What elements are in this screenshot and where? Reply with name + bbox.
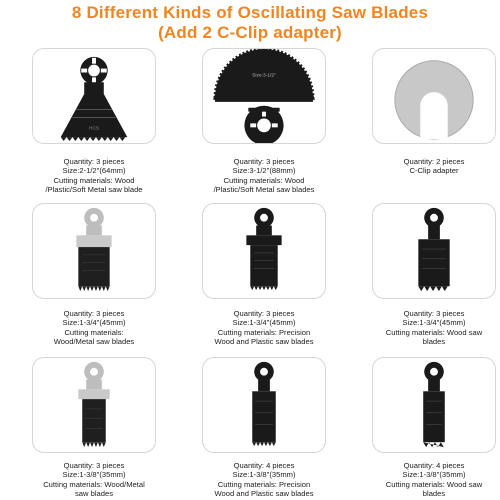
c-clip-adapter-image (372, 48, 496, 144)
caption-materials-cont: Wood/Metal saw blades (53, 337, 135, 347)
caption-size: Size:1-3/8"(35mm) (62, 470, 126, 480)
caption-materials-cont: blades (422, 489, 446, 499)
caption-quantity: Quantity: 3 pieces (63, 461, 125, 470)
caption-materials-cont: /Plastic/Soft Metal saw blades (213, 185, 315, 195)
caption-quantity: Quantity: 4 pieces (403, 461, 465, 470)
precision-blade-45-image (202, 203, 326, 299)
caption-quantity: Quantity: 3 pieces (233, 309, 295, 318)
caption-materials: Cutting materials: Wood/Metal (43, 479, 145, 489)
caption-materials-cont: saw blades (75, 489, 113, 499)
page-subtitle: (Add 2 C-Clip adapter) (158, 23, 342, 42)
product-caption (14, 309, 174, 347)
caption-size: Size:1-3/8"(35mm) (402, 470, 466, 480)
blade-marking: Size:3-1/2" (252, 73, 276, 79)
product-caption (184, 309, 344, 347)
flush-cut-blade-wide-image (32, 48, 156, 144)
product-caption (184, 157, 344, 195)
wood-blade-45-image (372, 203, 496, 299)
caption-type: C-Clip adapter (409, 166, 459, 176)
caption-quantity: Quantity: 3 pieces (403, 309, 465, 318)
page-title: 8 Different Kinds of Oscillating Saw Blades (71, 3, 429, 22)
caption-size: Size:3-1/2"(88mm) (232, 166, 296, 176)
product-caption (184, 461, 344, 499)
product-caption (14, 157, 174, 195)
product-caption (354, 157, 500, 176)
wood-blade-35-image (372, 357, 496, 453)
caption-materials-cont: blades (422, 337, 446, 347)
blade-marking: HCS (88, 126, 100, 132)
precision-blade-35-image (202, 357, 326, 453)
product-caption (354, 309, 500, 347)
caption-materials: Cutting materials: Precision (217, 479, 311, 489)
product-caption (14, 461, 174, 499)
caption-quantity: Quantity: 3 pieces (233, 157, 295, 166)
caption-size: Size:2-1/2"(64mm) (62, 166, 126, 176)
caption-materials-cont: Wood and Plastic saw blades (214, 337, 314, 347)
caption-size: Size:1-3/4"(45mm) (232, 318, 296, 328)
caption-materials: Cutting materials: Wood saw (385, 327, 483, 337)
caption-materials: Cutting materials: Wood (53, 175, 135, 185)
caption-materials-cont: /Plastic/Soft Metal saw blade (45, 185, 143, 195)
caption-quantity: Quantity: 2 pieces (403, 157, 465, 166)
bimetal-blade-35-image (32, 357, 156, 453)
caption-materials-cont: Wood and Plastic saw blades (214, 489, 314, 499)
caption-materials: Cutting materials: (64, 327, 124, 337)
caption-materials: Cutting materials: Wood (223, 175, 305, 185)
caption-quantity: Quantity: 4 pieces (233, 461, 295, 470)
caption-size: Size:1-3/8"(35mm) (232, 470, 296, 480)
semicircle-blade-image (202, 48, 326, 144)
caption-quantity: Quantity: 3 pieces (63, 157, 125, 166)
product-caption (354, 461, 500, 499)
caption-size: Size:1-3/4"(45mm) (402, 318, 466, 328)
caption-materials: Cutting materials: Precision (217, 327, 311, 337)
caption-quantity: Quantity: 3 pieces (63, 309, 125, 318)
caption-materials: Cutting materials: Wood saw (385, 479, 483, 489)
bimetal-blade-45-image (32, 203, 156, 299)
caption-size: Size:1-3/4"(45mm) (62, 318, 126, 328)
